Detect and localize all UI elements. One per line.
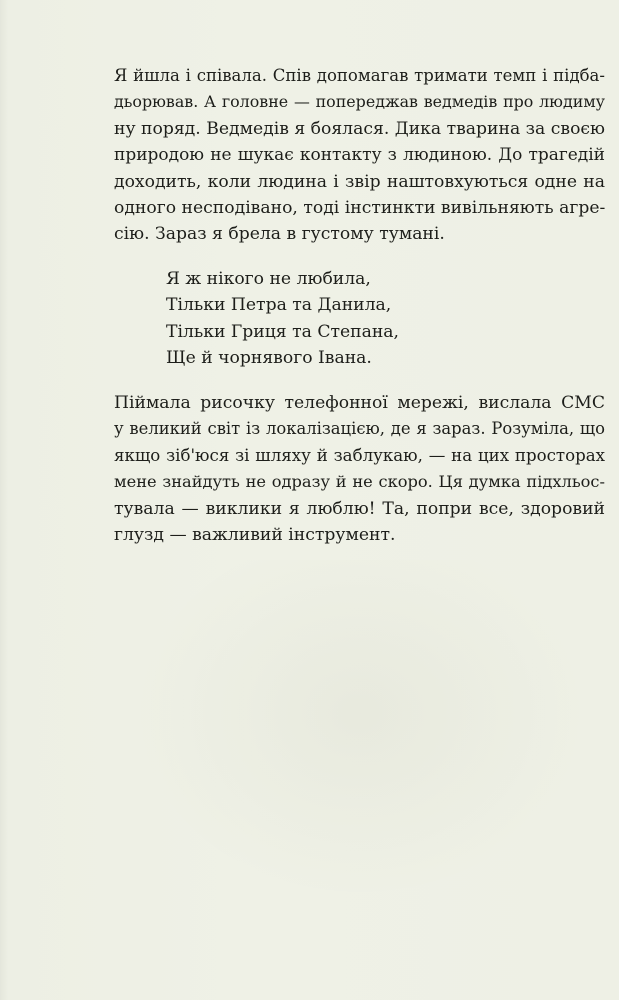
paragraph-2-line: тувала — виклики я люблю! Та, попри все, здоровий [114, 498, 605, 519]
paragraph-1 [114, 63, 605, 248]
paragraph-2-line: Піймала рисочку телефонної мережі, вислала СМС [114, 393, 605, 413]
paragraph-1-line: сію. Зараз я брела в густому тумані. [114, 224, 445, 245]
paragraph-1-line: одного несподівано, тоді інстинкти вивільняють агре- [114, 198, 606, 219]
paragraph-2-line: у великий світ із локалізацією, де я зараз. Розуміла, що [114, 419, 605, 439]
paragraph-1-line: природою не шукає контакту з людиною. До трагедій [114, 145, 605, 166]
paragraph-2-line: глузд — важливий інструмент. [114, 525, 396, 546]
paragraph-1-line: доходить, коли людина і звір наштовхуються одне на [114, 171, 605, 192]
poem-line: Тільки Гриця та Степана, [166, 321, 400, 342]
paragraph-1-line: Я йшла і співала. Спів допомагав тримати темп і підба- [114, 66, 605, 85]
paragraph-1-line: ну поряд. Ведмедів я боялася. Дика тварина за своєю [114, 118, 606, 139]
paragraph-2-line: мене знайдуть не одразу й не скоро. Ця думка підхльос- [114, 472, 605, 492]
paragraph-2 [114, 390, 605, 548]
poem-stanza [166, 266, 399, 372]
paragraph-1-line: дьорював. А головне — попереджав ведмедів про людиму [114, 92, 605, 112]
poem-line: Тільки Петра та Данила, [166, 295, 392, 316]
poem-line: Ще й чорнявого Івана. [166, 348, 372, 369]
paragraph-2-line: якщо зіб'юся зі шляху й заблукаю, — на цих просторах [114, 445, 605, 465]
show-through-shading [130, 560, 590, 900]
poem-line: Я ж нікого не любила, [166, 269, 371, 289]
